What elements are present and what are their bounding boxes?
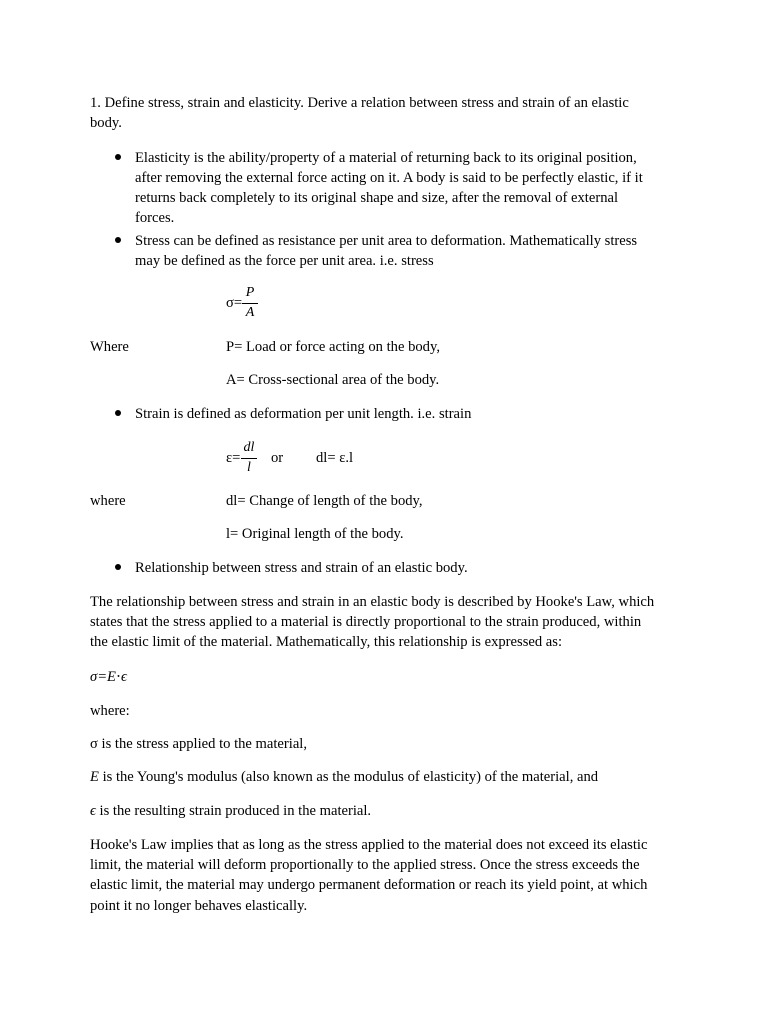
strain-formula-denominator: l	[247, 460, 251, 475]
hooke-paragraph-line-1: The relationship between stress and strain in an elastic body is described by Hooke's Law, which	[90, 594, 655, 610]
bullet-dot-elasticity	[115, 154, 121, 160]
strain-formula-lhs: ε=	[226, 450, 241, 466]
hooke-sigma-text: is the stress applied to the material,	[97, 736, 307, 752]
bullet-dot-relationship	[115, 564, 121, 570]
hooke-epsilon-text: is the resulting strain produced in the material.	[95, 803, 372, 819]
strain-where-l-definition: l= Original length of the body.	[226, 526, 404, 542]
hooke-implication-line-4: point it no longer behaves elastically.	[90, 898, 308, 914]
hooke-sigma-symbol: σ	[90, 736, 98, 752]
hooke-epsilon-definition	[90, 801, 371, 821]
elasticity-line-4: forces.	[135, 210, 175, 226]
strain-formula-numerator: dl	[243, 440, 255, 455]
hooke-implication-line-1: Hooke's Law implies that as long as the stress applied to the material does not exceed its elastic	[90, 837, 648, 853]
hooke-e-definition	[90, 767, 598, 787]
hooke-e-symbol: E	[90, 769, 99, 785]
stress-formula-fraction-bar	[242, 303, 258, 304]
stress-formula-denominator: A	[245, 305, 255, 320]
hooke-implication-line-2: limit, the material will deform proportionally to the applied stress. Once the stress exceeds the	[90, 857, 640, 873]
bullet-dot-stress	[115, 237, 121, 243]
stress-formula-lhs: σ=	[226, 295, 243, 311]
hooke-paragraph-line-3: the elastic limit of the material. Mathematically, this relationship is expressed as:	[90, 634, 563, 650]
stress-where-p-definition: P= Load or force acting on the body,	[226, 339, 440, 355]
hooke-e-text: is the Young's modulus (also known as the modulus of elasticity) of the material, and	[98, 769, 599, 785]
strain-line: Strain is defined as deformation per unit length. i.e. strain	[135, 406, 472, 422]
strain-formula-alternate: dl= ε.l	[316, 450, 354, 466]
bullet-dot-strain	[115, 410, 121, 416]
question-line-2: body.	[90, 115, 122, 131]
strain-where-label: where	[90, 493, 126, 509]
relationship-line: Relationship between stress and strain of an elastic body.	[135, 560, 468, 576]
stress-line-2: may be defined as the force per unit area. i.e. stress	[135, 253, 434, 269]
elasticity-line-1: Elasticity is the ability/property of a material of returning back to its original position,	[135, 150, 637, 166]
hooke-where-label: where:	[90, 703, 130, 719]
hooke-paragraph-line-2: states that the stress applied to a material is directly proportional to the strain produced, within	[90, 614, 642, 630]
strain-formula-fraction-bar	[241, 458, 257, 459]
hooke-implication-line-3: elastic limit, the material may undergo permanent deformation or reach its yield point, at which	[90, 877, 648, 893]
elasticity-line-3: returns back completely to its original shape and size, after the removal of external	[135, 190, 619, 206]
stress-where-a-definition: A= Cross-sectional area of the body.	[226, 372, 440, 388]
hooke-epsilon-symbol: ϵ	[90, 803, 96, 819]
strain-where-dl-definition: dl= Change of length of the body,	[226, 493, 423, 509]
stress-where-label: Where	[90, 339, 129, 355]
stress-formula-numerator: P	[245, 285, 255, 300]
question-line-1: 1. Define stress, strain and elasticity. Derive a relation between stress and strain of an elastic	[90, 95, 629, 111]
stress-line-1: Stress can be defined as resistance per unit area to deformation. Mathematically stress	[135, 233, 638, 249]
hooke-sigma-definition	[90, 734, 307, 754]
hooke-equation: σ=E⋅ϵ	[90, 669, 127, 685]
strain-formula-or: or	[271, 450, 284, 466]
elasticity-line-2: after removing the external force acting on it. A body is said to be perfectly elastic, if it	[135, 170, 643, 186]
